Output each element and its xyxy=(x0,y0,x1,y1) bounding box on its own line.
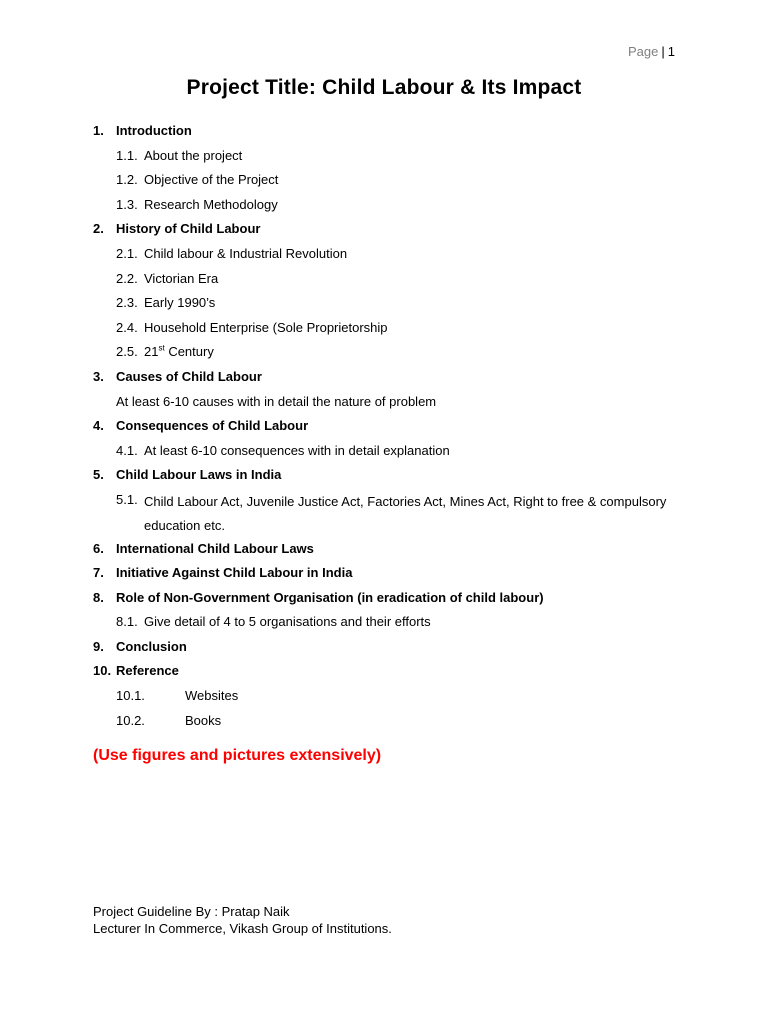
toc-text: Research Methodology xyxy=(144,196,278,212)
toc-item xyxy=(93,661,693,686)
toc-item xyxy=(93,563,693,588)
toc-text: Household Enterprise (Sole Proprietorship xyxy=(144,319,388,335)
toc-text: Websites xyxy=(185,688,239,704)
toc-text: Reference xyxy=(116,663,179,679)
toc-item xyxy=(93,612,693,637)
toc-number: 4. xyxy=(93,418,104,434)
toc-text: About the project xyxy=(144,147,243,163)
toc-item xyxy=(93,244,693,269)
toc-text: Causes of Child Labour xyxy=(116,368,262,384)
toc-item xyxy=(93,269,693,294)
toc-number: 2.3. xyxy=(116,295,138,311)
toc-text: Objective of the Project xyxy=(144,172,279,188)
toc-item xyxy=(93,121,693,146)
toc-text: History of Child Labour xyxy=(116,221,261,237)
toc-text: Early 1990’s xyxy=(144,295,216,311)
toc-number: 2.4. xyxy=(116,319,138,335)
toc-number: 9. xyxy=(93,638,104,654)
toc-text-number: 21 xyxy=(144,344,159,360)
toc-item xyxy=(93,195,693,220)
toc-item xyxy=(93,318,693,343)
toc-text: Child Labour Act, Juvenile Justice Act, Factories Act, Mines Act, Right to free & compulsory education etc. xyxy=(144,493,667,533)
toc-item xyxy=(93,686,693,711)
toc-item xyxy=(93,342,693,367)
ordinal-suffix: st xyxy=(158,344,165,354)
highlight-note: (Use figures and pictures extensively) xyxy=(93,747,382,764)
toc-number: 5.1. xyxy=(116,491,138,507)
toc-number: 10. xyxy=(93,663,112,679)
toc-text: Initiative Against Child Labour in India xyxy=(116,565,353,581)
document-title: Project Title: Child Labour & Its Impact xyxy=(186,76,582,99)
toc-text: Conclusion xyxy=(116,638,187,654)
toc-item xyxy=(93,441,693,466)
toc-note xyxy=(93,392,693,417)
page-separator: | xyxy=(661,44,665,59)
toc-text: Victorian Era xyxy=(144,270,219,286)
toc-number: 10.2. xyxy=(116,712,145,728)
page-number-header xyxy=(628,44,675,59)
toc-item xyxy=(93,465,693,490)
toc-number: 2.5. xyxy=(116,344,138,360)
toc-number: 8. xyxy=(93,589,104,605)
toc-number: 1. xyxy=(93,123,104,138)
toc-number: 1.1. xyxy=(116,147,138,163)
page-label: Page xyxy=(628,44,659,59)
toc-text: At least 6-10 causes with in detail the nature of problem xyxy=(116,393,437,409)
toc-text xyxy=(144,342,214,362)
toc-item xyxy=(93,416,693,441)
toc-item xyxy=(93,588,693,613)
toc-item xyxy=(93,539,693,564)
page-number: 1 xyxy=(667,44,675,59)
table-of-contents xyxy=(93,121,693,735)
toc-text: International Child Labour Laws xyxy=(116,540,314,556)
footer-credits xyxy=(93,903,392,937)
toc-text: Give detail of 4 to 5 organisations and their efforts xyxy=(144,614,431,630)
toc-number: 6. xyxy=(93,540,104,556)
toc-item xyxy=(93,637,693,662)
toc-text: Introduction xyxy=(116,123,192,138)
toc-item xyxy=(93,219,693,244)
toc-number: 4.1. xyxy=(116,442,138,458)
toc-number: 1.2. xyxy=(116,172,138,188)
toc-number: 2.1. xyxy=(116,245,138,261)
toc-text-after: Century xyxy=(164,344,214,360)
toc-text: Books xyxy=(185,712,222,728)
toc-text: At least 6-10 consequences with in detail explanation xyxy=(144,442,450,458)
toc-number: 1.3. xyxy=(116,196,138,212)
toc-number: 2. xyxy=(93,221,104,237)
toc-number: 10.1. xyxy=(116,688,145,704)
toc-text: Role of Non-Government Organisation (in eradication of child labour) xyxy=(116,589,544,605)
toc-text: Child Labour Laws in India xyxy=(116,467,282,483)
toc-number: 5. xyxy=(93,467,104,483)
toc-number: 8.1. xyxy=(116,614,138,630)
toc-item xyxy=(93,146,693,171)
toc-item xyxy=(93,367,693,392)
toc-item xyxy=(93,711,693,736)
footer-line-position: Lecturer In Commerce, Vikash Group of Institutions. xyxy=(93,921,392,936)
toc-item xyxy=(93,293,693,318)
toc-number: 3. xyxy=(93,368,104,384)
toc-item xyxy=(93,490,693,539)
toc-item xyxy=(93,170,693,195)
toc-number: 7. xyxy=(93,565,104,581)
toc-text: Consequences of Child Labour xyxy=(116,418,309,434)
footer-line-guide: Project Guideline By : Pratap Naik xyxy=(93,904,290,919)
toc-text: Child labour & Industrial Revolution xyxy=(144,245,348,261)
toc-number: 2.2. xyxy=(116,270,138,286)
